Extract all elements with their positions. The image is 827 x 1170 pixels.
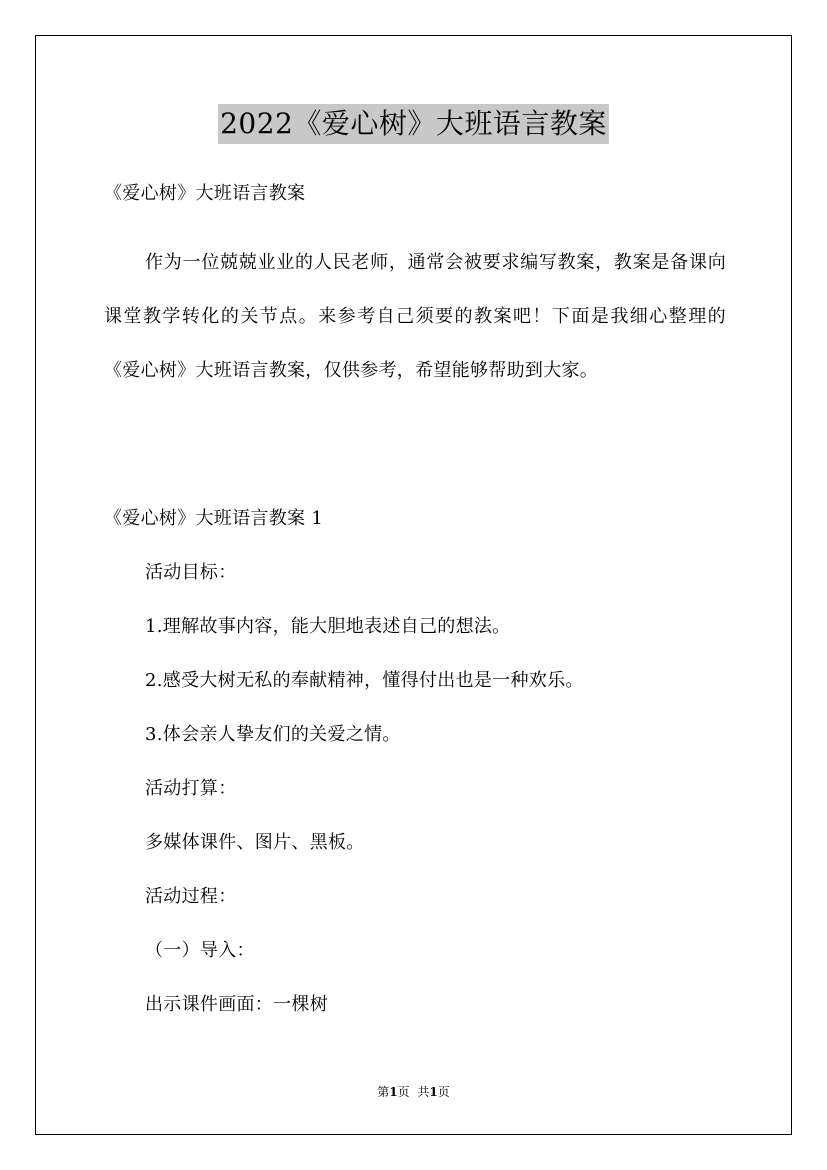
intro-paragraph: 作为一位兢兢业业的人民老师，通常会被要求编写教案，教案是备课向课堂教学转化的关节点。来参考自己须要的教案吧！下面是我细心整理的《爱心树》大班语言教案，仅供参考，希望能够帮助到大家。	[104, 252, 726, 381]
goal-item-1: 1.理解故事内容，能大胆地表述自己的想法。	[145, 616, 511, 637]
goals-label: 活动目标：	[145, 562, 237, 583]
title-container	[0, 104, 827, 144]
prep-label: 活动打算：	[145, 778, 237, 799]
document-title: 2022《爱心树》大班语言教案	[218, 104, 609, 144]
page-footer	[0, 1084, 827, 1100]
footer-total-suffix: 页	[437, 1085, 450, 1099]
footer-page-prefix: 第	[377, 1085, 390, 1099]
document-subtitle: 《爱心树》大班语言教案	[104, 183, 306, 204]
step1-label: （一）导入：	[145, 940, 255, 961]
section-heading: 《爱心树》大班语言教案 1	[104, 508, 324, 529]
step1-text: 出示课件画面：一棵树	[145, 994, 328, 1015]
footer-total-prefix: 共	[417, 1085, 430, 1099]
footer-total-pages: 1	[429, 1085, 438, 1099]
footer-page-suffix: 页	[397, 1085, 410, 1099]
footer-page-number: 1	[389, 1085, 398, 1099]
goal-item-3: 3.体会亲人挚友们的关爱之情。	[145, 724, 401, 745]
process-label: 活动过程：	[145, 886, 237, 907]
prep-items: 多媒体课件、图片、黑板。	[145, 832, 365, 853]
goal-item-2: 2.感受大树无私的奉献精神，懂得付出也是一种欢乐。	[145, 670, 584, 691]
